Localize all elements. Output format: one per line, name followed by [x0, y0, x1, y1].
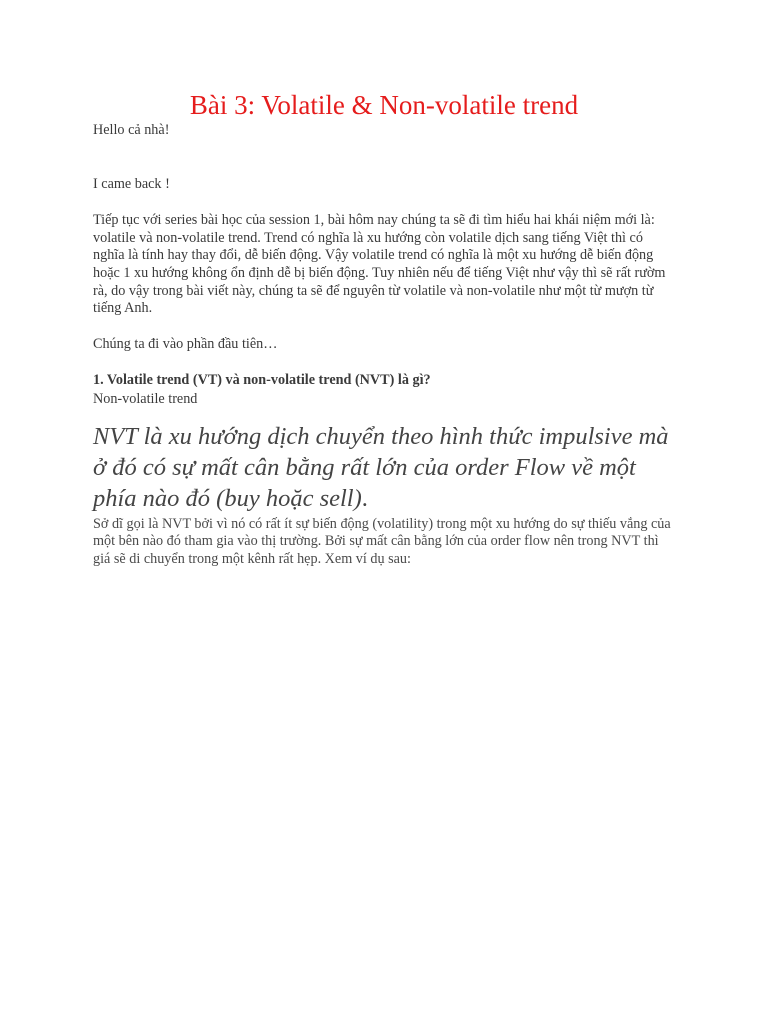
came-back-paragraph: I came back !: [93, 175, 170, 192]
lead-paragraph: Chúng ta đi vào phần đầu tiên…: [93, 335, 278, 352]
greeting-paragraph: Hello cả nhà!: [93, 122, 170, 138]
document-title: Bài 3: Volatile & Non-volatile trend: [189, 90, 579, 120]
definition-quote-text: NVT là xu hướng dịch chuyển theo hình thức impulsive mà ở đó có sự mất cân bằng rất lớn của order Flow về một phía nào đó (buy hoặc sell): [93, 422, 669, 512]
definition-quote: [93, 421, 675, 514]
explanation-paragraph: Sở dĩ gọi là NVT bởi vì nó có rất ít sự biến động (volatility) trong một xu hướng do sự thiếu vắng của một bên nào đó tham gia vào thị trường. Bởi sự mất cân bằng lớn của order flow nên trong NVT thì giá sẽ di chuyển trong một kênh rất hẹp. Xem ví dụ sau:: [93, 515, 671, 567]
definition-quote-period: .: [361, 484, 368, 512]
section-heading: 1. Volatile trend (VT) và non-volatile trend (NVT) là gì?: [93, 372, 431, 389]
sub-heading: Non-volatile trend: [93, 390, 198, 407]
intro-paragraph: Tiếp tục với series bài học của session 1, bài hôm nay chúng ta sẽ đi tìm hiểu hai khái niệm mới là: volatile và non-volatile trend. Trend có nghĩa là xu hướng còn volatile dịch sang tiếng Việt thì có nghĩa là tính hay thay đổi, dễ biến động. Vậy volatile trend có nghĩa là một xu hướng dễ biến động hoặc 1 xu hướng không ổn định dễ bị biến động. Tuy nhiên nếu để tiếng Việt như vậy thì sẽ rất rườm rà, do vậy trong bài viết này, chúng ta sẽ để nguyên từ volatile và non-volatile như một từ mượn từ tiếng Anh.: [93, 212, 666, 317]
